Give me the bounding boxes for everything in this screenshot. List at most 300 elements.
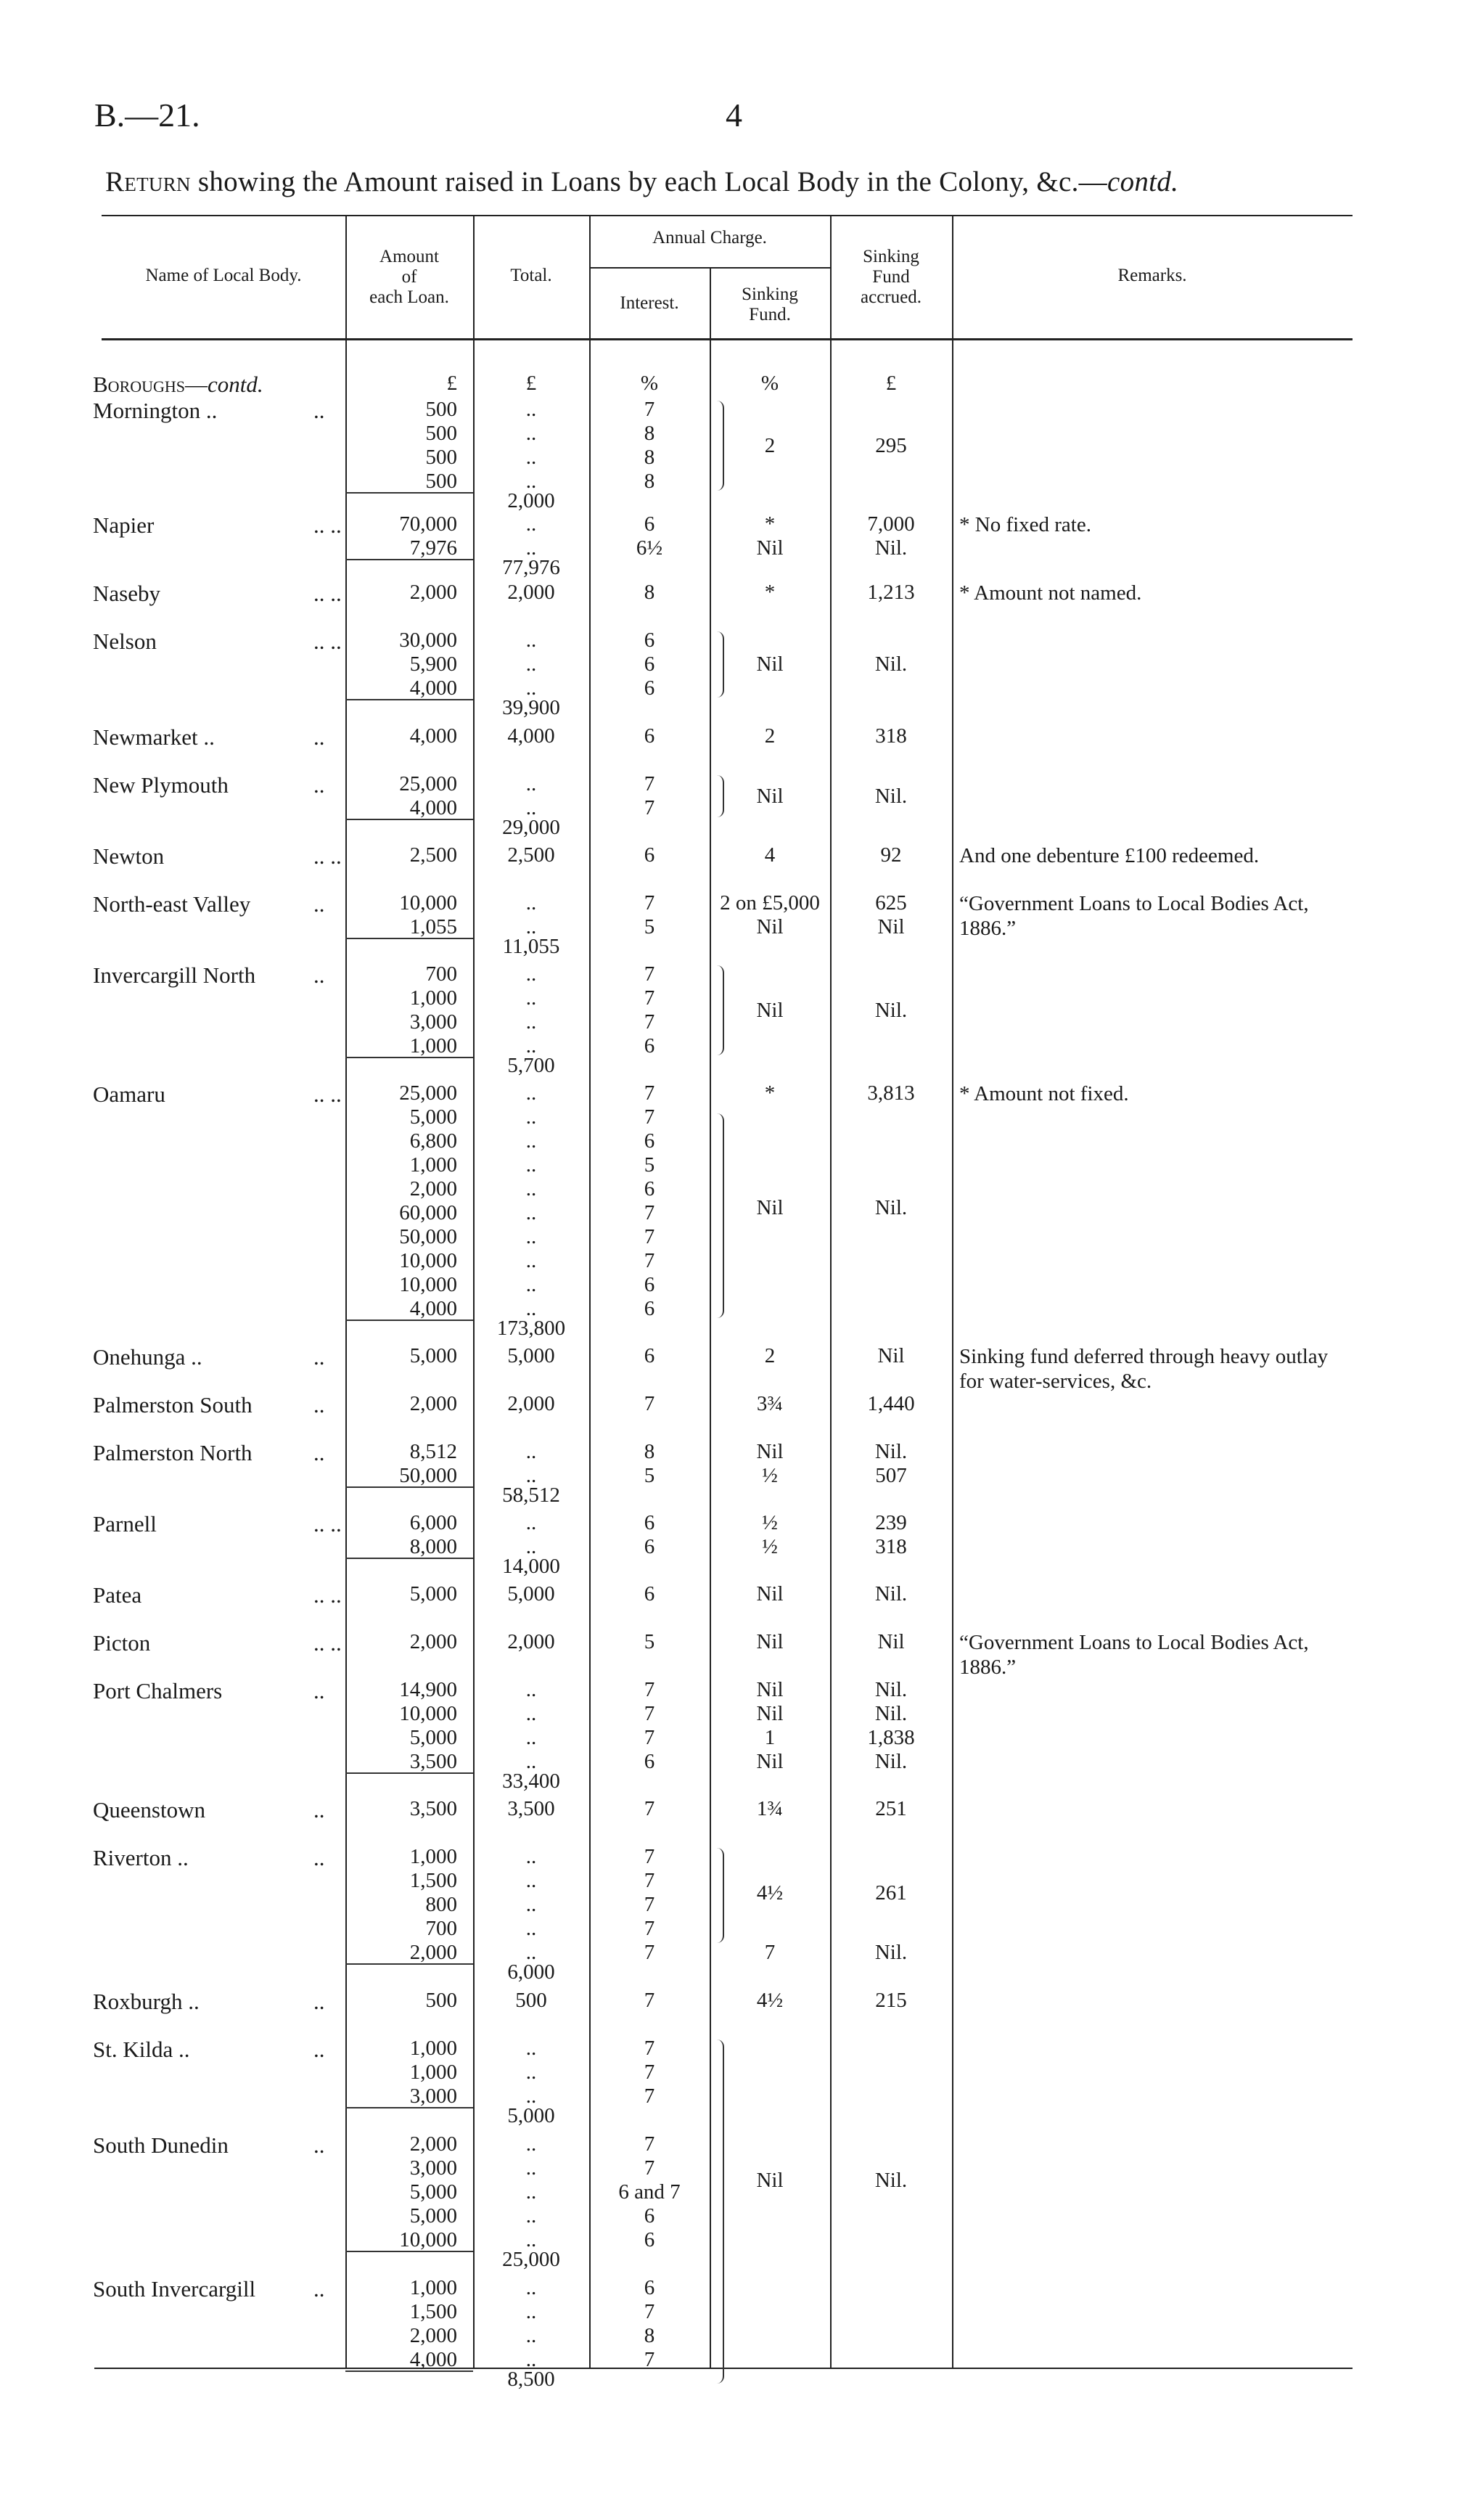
total-sum: 14,000 — [502, 1555, 560, 1578]
loan-amount: 1,000 — [409, 2276, 457, 2299]
interest-rate: 6 — [644, 1177, 655, 1200]
remark-text: Sinking fund deferred through heavy outlay for water-services, &c. — [959, 1345, 1329, 1393]
fund-accrued: Nil. — [874, 1196, 908, 1220]
interest-rate: 5 — [644, 915, 655, 938]
total-rule — [345, 1320, 473, 1321]
fund-accrued: Nil. — [874, 1702, 908, 1725]
unit-interest: % — [640, 372, 659, 395]
fund-accrued: 92 — [880, 843, 902, 867]
fund-accrued: 215 — [875, 1989, 907, 2012]
interest-rate: 7 — [644, 2061, 655, 2084]
header-sinking — [710, 285, 830, 325]
row-name: Naseby — [93, 581, 160, 606]
fund-accrued: Nil. — [874, 2168, 908, 2192]
sinking-rate: 2 — [764, 724, 776, 748]
sinking-rate: * — [764, 581, 776, 604]
interest-rate: 7 — [644, 398, 655, 421]
loan-total: .. — [525, 1105, 537, 1129]
interest-rate: 6 — [644, 512, 655, 536]
loan-amount: 2,000 — [409, 1630, 457, 1653]
interest-rate: 6 and 7 — [618, 2180, 681, 2204]
loan-amount: 4,000 — [409, 2348, 457, 2371]
header-accrued-1: Sinking — [863, 247, 919, 266]
row-leader: .. .. — [313, 1511, 342, 1537]
loan-total: .. — [525, 1535, 537, 1558]
loan-total: 2,500 — [507, 843, 555, 867]
total-sum: 8,500 — [507, 2368, 555, 2391]
loan-amount: 4,000 — [409, 1297, 457, 1320]
row-leader: .. — [313, 1440, 325, 1465]
remark-text: “Government Loans to Local Bodies Act, 1886.” — [959, 892, 1309, 940]
fund-accrued: Nil. — [874, 1440, 908, 1463]
total-rule — [345, 1772, 473, 1774]
loan-amount: 5,000 — [409, 1105, 457, 1129]
loan-amount: 700 — [425, 1917, 457, 1940]
loan-total: .. — [525, 1201, 537, 1224]
fund-accrued: 318 — [875, 724, 907, 748]
row-name: South Invercargill — [93, 2276, 256, 2302]
interest-rate: 7 — [644, 1249, 655, 1272]
row-leader: .. — [313, 724, 325, 750]
title-lead: Return — [105, 166, 191, 197]
sinking-rate: Nil — [756, 1702, 784, 1725]
total-rule — [345, 2370, 473, 2372]
sinking-rate: 3¾ — [756, 1392, 784, 1415]
loan-total: .. — [525, 2132, 537, 2156]
loan-total: .. — [525, 1678, 537, 1701]
row-leader: .. — [313, 2132, 325, 2158]
title-text: showing the Amount raised in Loans by each Local Body in the Colony, &c.— — [190, 166, 1107, 197]
interest-rate: 7 — [644, 962, 655, 986]
total-rule — [345, 1486, 473, 1488]
loan-amount: 3,500 — [409, 1750, 457, 1773]
interest-rate: 7 — [644, 1726, 655, 1749]
total-sum: 77,976 — [502, 556, 560, 579]
total-sum: 173,800 — [496, 1317, 566, 1340]
loan-amount: 14,900 — [399, 1678, 457, 1701]
fund-accrued: 239 — [875, 1511, 907, 1534]
row-name: North-east Valley — [93, 891, 251, 917]
remark-text: * Amount not named. — [959, 581, 1142, 605]
page-number: 4 — [726, 97, 742, 134]
interest-rate: 5 — [644, 1464, 655, 1487]
loan-amount: 1,500 — [409, 1869, 457, 1892]
loan-total: .. — [525, 1750, 537, 1773]
loan-amount: 8,512 — [409, 1440, 457, 1463]
loan-amount: 10,000 — [399, 891, 457, 915]
interest-rate: 6 — [644, 1273, 655, 1296]
sinking-rate: Nil — [756, 1630, 784, 1653]
loan-total: 5,000 — [507, 1344, 555, 1367]
header-name: Name of Local Body. — [145, 266, 302, 285]
loan-total: .. — [525, 1869, 537, 1892]
loan-total: .. — [525, 2180, 537, 2204]
loan-amount: 10,000 — [399, 2228, 457, 2251]
interest-rate: 7 — [644, 2037, 655, 2060]
loan-amount: 2,000 — [409, 2132, 457, 2156]
row-leader: .. — [313, 772, 325, 798]
total-sum: 11,055 — [502, 935, 560, 958]
interest-rate: 7 — [644, 2085, 655, 2108]
fund-accrued: Nil. — [874, 1941, 908, 1964]
sinking-rate: 7 — [764, 1941, 776, 1964]
loan-total: 3,500 — [507, 1797, 555, 1820]
loan-total: .. — [525, 1845, 537, 1868]
fund-accrued: 261 — [875, 1881, 907, 1905]
interest-rate: 7 — [644, 986, 655, 1010]
fund-accrued: Nil. — [874, 1678, 908, 1701]
row-leader: .. — [313, 1845, 325, 1870]
loan-total: .. — [525, 446, 537, 469]
loan-total: .. — [525, 1081, 537, 1105]
loan-total: .. — [525, 1464, 537, 1487]
header-amount — [345, 247, 473, 308]
report-code: B.—21. — [94, 97, 200, 134]
interest-rate: 7 — [644, 1105, 655, 1129]
loan-total: .. — [525, 2324, 537, 2347]
loan-total: .. — [525, 1129, 537, 1153]
interest-rate: 6 — [644, 1511, 655, 1534]
row-leader: .. — [313, 2037, 325, 2062]
loan-amount: 5,000 — [409, 1344, 457, 1367]
loan-total: .. — [525, 2204, 537, 2228]
loan-amount: 3,000 — [409, 2085, 457, 2108]
loan-total: .. — [525, 2061, 537, 2084]
loan-total: 4,000 — [507, 724, 555, 748]
sinking-rate: Nil — [756, 536, 784, 560]
loan-amount: 700 — [425, 962, 457, 986]
row-name: Nelson — [93, 629, 157, 654]
unit-total: £ — [525, 372, 537, 395]
loan-amount: 1,000 — [409, 986, 457, 1010]
interest-rate: 7 — [644, 1678, 655, 1701]
loan-amount: 6,000 — [409, 1511, 457, 1534]
loan-amount: 500 — [425, 422, 457, 445]
interest-rate: 8 — [644, 1440, 655, 1463]
fund-accrued: 507 — [875, 1464, 907, 1487]
loan-amount: 1,000 — [409, 2061, 457, 2084]
title-suffix: contd. — [1107, 166, 1179, 197]
loan-amount: 30,000 — [399, 629, 457, 652]
loan-amount: 3,500 — [409, 1797, 457, 1820]
grouping-brace — [717, 1113, 724, 1318]
total-sum: 58,512 — [502, 1484, 560, 1507]
loan-total: .. — [525, 1297, 537, 1320]
loan-total: .. — [525, 629, 537, 652]
interest-rate: 7 — [644, 2132, 655, 2156]
interest-rate: 7 — [644, 1702, 655, 1725]
loan-amount: 5,000 — [409, 2204, 457, 2228]
row-name: Napier — [93, 512, 155, 538]
remark-text: And one debenture £100 redeemed. — [959, 844, 1260, 867]
header-accrued — [830, 247, 952, 308]
loan-amount: 500 — [425, 446, 457, 469]
loan-total: .. — [525, 986, 537, 1010]
loan-total: .. — [525, 1034, 537, 1058]
sinking-rate: ½ — [762, 1535, 778, 1558]
interest-rate: 7 — [644, 1893, 655, 1916]
total-rule — [345, 492, 473, 494]
fund-accrued: 318 — [875, 1535, 907, 1558]
loan-total: .. — [525, 1153, 537, 1177]
interest-rate: 6 — [644, 843, 655, 867]
row-name: Queenstown — [93, 1797, 205, 1822]
interest-rate: 8 — [644, 581, 655, 604]
col-rule-6 — [952, 215, 953, 2368]
interest-rate: 6 — [644, 1129, 655, 1153]
row-leader: .. .. — [313, 1081, 342, 1107]
sinking-rate: ½ — [762, 1511, 778, 1534]
loan-total: .. — [525, 1010, 537, 1034]
loan-amount: 6,800 — [409, 1129, 457, 1153]
row-leader: .. — [313, 398, 325, 423]
interest-rate: 7 — [644, 1225, 655, 1248]
row-leader: .. — [313, 1392, 325, 1418]
fund-accrued: Nil. — [874, 784, 908, 808]
loan-amount: 1,000 — [409, 1845, 457, 1868]
loan-total: .. — [525, 676, 537, 700]
loan-amount: 5,000 — [409, 1726, 457, 1749]
document-title — [105, 165, 1178, 198]
loan-total: .. — [525, 2348, 537, 2371]
sinking-rate: ½ — [762, 1464, 778, 1487]
loan-amount: 1,055 — [409, 915, 457, 938]
loan-total: .. — [525, 1440, 537, 1463]
loan-total: .. — [525, 772, 537, 795]
grouping-brace — [717, 631, 724, 698]
fund-accrued: 3,813 — [867, 1081, 915, 1105]
fund-accrued: Nil. — [874, 998, 908, 1022]
row-name: Port Chalmers — [93, 1678, 223, 1703]
loan-amount: 800 — [425, 1893, 457, 1916]
sinking-rate: Nil — [756, 1582, 784, 1605]
loan-amount: 60,000 — [399, 1201, 457, 1224]
fund-accrued: Nil — [877, 915, 905, 938]
loan-amount: 2,000 — [409, 1941, 457, 1964]
total-rule — [345, 2251, 473, 2252]
remark-text: * No fixed rate. — [959, 513, 1091, 536]
loan-total: .. — [525, 1225, 537, 1248]
total-rule — [345, 938, 473, 939]
interest-rate: 8 — [644, 470, 655, 493]
sinking-rate: Nil — [756, 2168, 784, 2192]
total-rule — [345, 559, 473, 560]
row-leader: .. .. — [313, 1582, 342, 1608]
header-sinking-1: Sinking — [742, 285, 798, 304]
loan-total: .. — [525, 398, 537, 421]
loan-amount: 2,500 — [409, 843, 457, 867]
loan-total: 2,000 — [507, 1630, 555, 1653]
row-leader: .. .. — [313, 843, 342, 869]
sinking-rate: Nil — [756, 652, 784, 676]
header-accrued-2: Fund — [872, 267, 910, 287]
loan-total: .. — [525, 1273, 537, 1296]
fund-accrued: 251 — [875, 1797, 907, 1820]
loan-amount: 10,000 — [399, 1273, 457, 1296]
loan-amount: 50,000 — [399, 1225, 457, 1248]
loan-total: .. — [525, 2037, 537, 2060]
row-name: Palmerston South — [93, 1392, 253, 1418]
fund-accrued: 1,213 — [867, 581, 915, 604]
sinking-rate: Nil — [756, 784, 784, 808]
interest-rate: 8 — [644, 422, 655, 445]
loan-amount: 25,000 — [399, 772, 457, 795]
fund-accrued: Nil. — [874, 536, 908, 560]
interest-rate: 6 — [644, 1582, 655, 1605]
header-amount-3: each Loan. — [369, 287, 449, 307]
section-suffix: contd. — [208, 372, 263, 397]
interest-rate: 7 — [644, 1010, 655, 1034]
loan-amount: 5,000 — [409, 1582, 457, 1605]
loan-amount: 1,500 — [409, 2300, 457, 2323]
fund-accrued: Nil. — [874, 1582, 908, 1605]
loan-total: 500 — [515, 1989, 547, 2012]
fund-accrued: 1,838 — [867, 1726, 915, 1749]
interest-rate: 7 — [644, 1941, 655, 1964]
interest-rate: 6 — [644, 1034, 655, 1058]
interest-rate: 7 — [644, 1989, 655, 2012]
row-leader: .. — [313, 2276, 325, 2302]
loan-amount: 25,000 — [399, 1081, 457, 1105]
sinking-rate: 1¾ — [756, 1797, 784, 1820]
loan-amount: 70,000 — [399, 512, 457, 536]
interest-rate: 7 — [644, 1797, 655, 1820]
row-name: Invercargill North — [93, 962, 256, 988]
loan-amount: 500 — [425, 470, 457, 493]
row-leader: .. .. — [313, 629, 342, 654]
fund-accrued: Nil — [877, 1344, 905, 1367]
row-name: Onehunga .. — [93, 1344, 202, 1370]
loan-total: .. — [525, 891, 537, 915]
loan-total: .. — [525, 536, 537, 560]
section-label — [93, 372, 263, 398]
sinking-rate: 2 on £5,000 — [720, 891, 820, 915]
total-rule — [345, 819, 473, 820]
loan-total: .. — [525, 1249, 537, 1272]
loan-amount: 5,000 — [409, 2180, 457, 2204]
interest-rate: 5 — [644, 1630, 655, 1653]
loan-total: 5,000 — [507, 1582, 555, 1605]
row-name: Newmarket .. — [93, 724, 215, 750]
total-rule — [345, 1558, 473, 1559]
loan-total: .. — [525, 470, 537, 493]
loan-amount: 500 — [425, 1989, 457, 2012]
interest-rate: 7 — [644, 796, 655, 819]
loan-total: .. — [525, 915, 537, 938]
loan-amount: 1,000 — [409, 1153, 457, 1177]
loan-total: .. — [525, 2276, 537, 2299]
sinking-rate: Nil — [756, 998, 784, 1022]
loan-total: .. — [525, 2085, 537, 2108]
header-accrued-3: accrued. — [861, 287, 922, 307]
remark-text: * Amount not fixed. — [959, 1082, 1129, 1105]
row-leader: .. .. — [313, 512, 342, 538]
row-name: Palmerston North — [93, 1440, 253, 1465]
header-amount-1: Amount — [379, 247, 439, 266]
loan-amount: 1,000 — [409, 2037, 457, 2060]
fund-accrued: 1,440 — [867, 1392, 915, 1415]
interest-rate: 7 — [644, 2348, 655, 2371]
total-rule — [345, 699, 473, 700]
interest-rate: 5 — [644, 1153, 655, 1177]
loan-total: .. — [525, 1893, 537, 1916]
interest-rate: 7 — [644, 772, 655, 795]
interest-rate: 7 — [644, 1392, 655, 1415]
loan-total: .. — [525, 1726, 537, 1749]
loan-amount: 3,000 — [409, 2156, 457, 2180]
interest-rate: 6 — [644, 676, 655, 700]
loan-amount: 50,000 — [399, 1464, 457, 1487]
loan-amount: 4,000 — [409, 676, 457, 700]
loan-total: .. — [525, 1917, 537, 1940]
loan-amount: 2,000 — [409, 581, 457, 604]
interest-rate: 8 — [644, 446, 655, 469]
sinking-rate: Nil — [756, 1440, 784, 1463]
grouping-brace — [717, 775, 724, 817]
loan-amount: 5,900 — [409, 652, 457, 676]
row-name: Mornington .. — [93, 398, 218, 423]
header-annual: Annual Charge. — [652, 228, 767, 248]
loan-amount: 7,976 — [409, 536, 457, 560]
row-leader: .. — [313, 1797, 325, 1822]
row-leader: .. — [313, 962, 325, 988]
fund-accrued: Nil. — [874, 652, 908, 676]
interest-rate: 7 — [644, 2300, 655, 2323]
row-name: Riverton .. — [93, 1845, 189, 1870]
fund-accrued: 625 — [875, 891, 907, 915]
loan-total: .. — [525, 1941, 537, 1964]
loan-amount: 8,000 — [409, 1535, 457, 1558]
interest-rate: 6 — [644, 1535, 655, 1558]
sinking-rate: Nil — [756, 915, 784, 938]
grouping-brace — [717, 1848, 724, 1943]
fund-accrued: 295 — [875, 433, 907, 457]
loan-amount: 500 — [425, 398, 457, 421]
header-interest: Interest. — [620, 293, 679, 313]
sinking-rate: 4½ — [756, 1881, 784, 1905]
interest-rate: 6 — [644, 2204, 655, 2228]
loan-total: 2,000 — [507, 1392, 555, 1415]
row-name: Picton — [93, 1630, 151, 1656]
total-sum: 5,000 — [507, 2104, 555, 2127]
unit-sinking: % — [760, 372, 779, 395]
fund-accrued: Nil — [877, 1630, 905, 1653]
sinking-rate: 2 — [764, 433, 776, 457]
row-leader: .. — [313, 1989, 325, 2014]
loan-total: .. — [525, 422, 537, 445]
row-name: Oamaru — [93, 1081, 165, 1107]
row-name: Parnell — [93, 1511, 157, 1537]
loan-total: .. — [525, 1511, 537, 1534]
total-sum: 33,400 — [502, 1770, 560, 1793]
grouping-brace — [717, 401, 724, 491]
interest-rate: 6 — [644, 629, 655, 652]
total-sum: 2,000 — [507, 489, 555, 512]
table-top-rule — [102, 215, 1353, 216]
sinking-rate: 4½ — [756, 1989, 784, 2012]
loan-amount: 1,000 — [409, 1034, 457, 1058]
row-name: St. Kilda .. — [93, 2037, 190, 2062]
total-rule — [345, 2107, 473, 2108]
loan-amount: 2,000 — [409, 2324, 457, 2347]
row-name: Roxburgh .. — [93, 1989, 200, 2014]
loan-total: .. — [525, 512, 537, 536]
grouping-brace — [717, 965, 724, 1055]
loan-total: .. — [525, 1177, 537, 1200]
loan-amount: 10,000 — [399, 1702, 457, 1725]
remark-text: “Government Loans to Local Bodies Act, 1886.” — [959, 1631, 1309, 1679]
interest-rate: 6 — [644, 1750, 655, 1773]
